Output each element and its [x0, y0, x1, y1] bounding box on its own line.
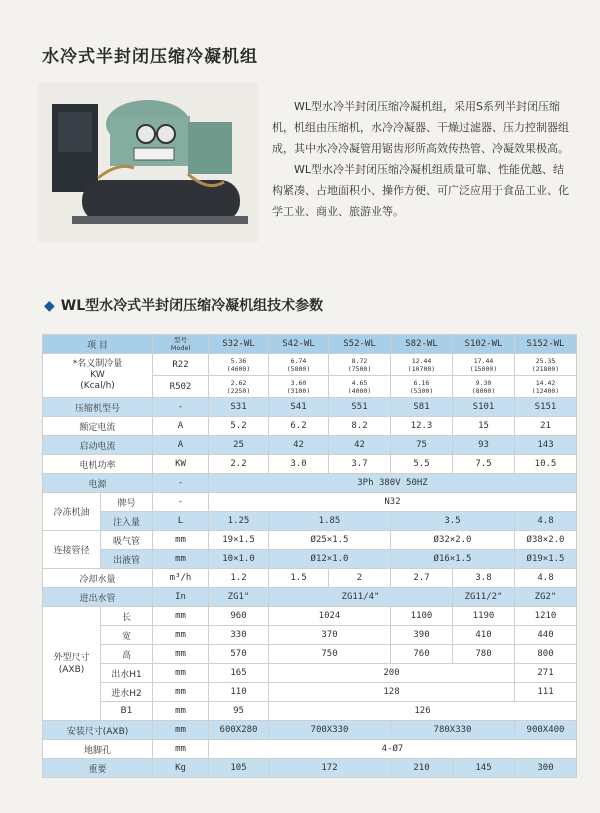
table-cell: Ø19×1.5	[515, 550, 577, 569]
intro-paragraph: WL型水冷半封闭压缩冷凝机组质量可靠、性能优越、结构紧凑、占地面积小、操作方便、可广泛应用于食品工业、化学工业、商业、旅游业等。	[272, 163, 569, 218]
table-cell: 700X330	[269, 721, 391, 740]
table-cell: S101	[453, 398, 515, 417]
capacity-cell: 9.30 (8000)	[453, 376, 515, 398]
table-cell: ZG11/2"	[453, 588, 515, 607]
unit-cell: mm	[153, 664, 209, 683]
unit-cell: mm	[153, 740, 209, 759]
table-cell: 172	[269, 759, 391, 778]
row-label: 安装尺寸(AXB)	[43, 721, 153, 740]
table-row	[43, 607, 577, 626]
table-cell: 2.2	[209, 455, 269, 474]
row-group-label: 连接管径	[43, 531, 101, 569]
capacity-label: *名义制冷量 KW (Kcal/h)	[43, 354, 153, 398]
table-cell: 3.7	[329, 455, 391, 474]
table-row	[43, 354, 577, 376]
row-group-label: 冷冻机油	[43, 493, 101, 531]
table-cell: 25	[209, 436, 269, 455]
intro-paragraph: WL型水冷半封闭压缩冷凝机组，采用S系列半封闭压缩机，机组由压缩机，水冷冷凝器、干燥过滤器、压力控制器组成，其中水冷冷凝管用锯齿形所高效传热管、冷凝效果极高。	[272, 100, 569, 155]
row-label: 电源	[43, 474, 153, 493]
table-cell: 271	[515, 664, 577, 683]
table-row	[43, 531, 577, 550]
section-heading-text: WL型水冷式半封闭压缩冷凝机组技术参数	[60, 298, 324, 314]
capacity-cell: 25.35 (21800)	[515, 354, 577, 376]
model-cell: S152-WL	[515, 335, 577, 354]
table-cell: 110	[209, 683, 269, 702]
table-cell: 143	[515, 436, 577, 455]
table-cell: 111	[515, 683, 577, 702]
table-cell: 5.5	[391, 455, 453, 474]
model-cell: S32-WL	[209, 335, 269, 354]
row-label: 高	[101, 645, 153, 664]
row-label: 牌号	[101, 493, 153, 512]
table-cell: 10×1.0	[209, 550, 269, 569]
table-cell: 42	[269, 436, 329, 455]
spec-table	[42, 334, 577, 778]
section-heading	[44, 295, 323, 315]
table-cell: 210	[391, 759, 453, 778]
table-row	[43, 683, 577, 702]
table-row	[43, 569, 577, 588]
table-cell: 1100	[391, 607, 453, 626]
unit-cell: mm	[153, 626, 209, 645]
refrigerant-r502: R502	[153, 376, 209, 398]
table-cell: S51	[329, 398, 391, 417]
table-cell: 440	[515, 626, 577, 645]
table-cell: 3Ph 380V 50HZ	[209, 474, 577, 493]
table-cell: 93	[453, 436, 515, 455]
table-cell: 410	[453, 626, 515, 645]
row-label: 出液管	[101, 550, 153, 569]
table-row	[43, 626, 577, 645]
table-cell: 1190	[453, 607, 515, 626]
table-cell: ZG2"	[515, 588, 577, 607]
condensing-unit-photo	[38, 82, 258, 242]
row-label: 吸气管	[101, 531, 153, 550]
table-cell: 95	[209, 702, 269, 721]
row-label: 启动电流	[43, 436, 153, 455]
row-label: 额定电流	[43, 417, 153, 436]
table-cell: 900X400	[515, 721, 577, 740]
table-cell: ZG1"	[209, 588, 269, 607]
table-row	[43, 436, 577, 455]
capacity-cell: 4.65 (4000)	[329, 376, 391, 398]
table-cell: 145	[453, 759, 515, 778]
row-label: 冷却水量	[43, 569, 153, 588]
model-cell: S102-WL	[453, 335, 515, 354]
header-model: 型号 Model	[153, 335, 209, 354]
table-cell: 1.5	[269, 569, 329, 588]
table-cell: 6.2	[269, 417, 329, 436]
table-cell: 300	[515, 759, 577, 778]
page-title: 水冷式半封闭压缩冷凝机组	[42, 47, 258, 67]
table-cell: N32	[209, 493, 577, 512]
table-row	[43, 455, 577, 474]
model-cell: S42-WL	[269, 335, 329, 354]
table-row	[43, 550, 577, 569]
unit-cell: In	[153, 588, 209, 607]
table-row	[43, 588, 577, 607]
capacity-cell: 6.74 (5800)	[269, 354, 329, 376]
table-cell: 200	[269, 664, 515, 683]
table-cell: 10.5	[515, 455, 577, 474]
unit-cell: mm	[153, 702, 209, 721]
table-cell: 1024	[269, 607, 391, 626]
table-cell: 3.5	[391, 512, 515, 531]
table-cell: 4-Ø7	[209, 740, 577, 759]
table-row	[43, 702, 577, 721]
table-cell: 105	[209, 759, 269, 778]
intro-text	[272, 96, 572, 222]
table-row	[43, 474, 577, 493]
capacity-cell: 8.72 (7500)	[329, 354, 391, 376]
table-row	[43, 740, 577, 759]
capacity-cell: 17.44 (15000)	[453, 354, 515, 376]
unit-cell: mm	[153, 683, 209, 702]
unit-cell: m³/h	[153, 569, 209, 588]
table-cell: 3.0	[269, 455, 329, 474]
table-cell: 750	[269, 645, 391, 664]
table-cell: 15	[453, 417, 515, 436]
row-group-label: 外型尺寸 (AXB)	[43, 607, 101, 721]
row-label: 进出水管	[43, 588, 153, 607]
table-cell: 42	[329, 436, 391, 455]
table-cell: Ø32×2.0	[391, 531, 515, 550]
table-row	[43, 398, 577, 417]
table-cell: 2.7	[391, 569, 453, 588]
table-cell: 1210	[515, 607, 577, 626]
unit-cell: A	[153, 417, 209, 436]
row-label: 宽	[101, 626, 153, 645]
table-cell: 1.2	[209, 569, 269, 588]
table-cell: 780X330	[391, 721, 515, 740]
unit-cell: mm	[153, 531, 209, 550]
unit-cell: Kg	[153, 759, 209, 778]
table-cell: Ø38×2.0	[515, 531, 577, 550]
table-cell: 800	[515, 645, 577, 664]
row-label: 长	[101, 607, 153, 626]
table-cell: 12.3	[391, 417, 453, 436]
table-cell: S31	[209, 398, 269, 417]
table-cell: 7.5	[453, 455, 515, 474]
table-cell: 1.85	[269, 512, 391, 531]
table-row	[43, 493, 577, 512]
unit-cell: -	[153, 474, 209, 493]
capacity-cell: 3.60 (3100)	[269, 376, 329, 398]
table-cell: 5.2	[209, 417, 269, 436]
table-row	[43, 512, 577, 531]
table-cell: 3.8	[453, 569, 515, 588]
table-cell: 8.2	[329, 417, 391, 436]
table-cell: 390	[391, 626, 453, 645]
table-cell: 600X280	[209, 721, 269, 740]
table-cell: 126	[269, 702, 577, 721]
table-cell: 330	[209, 626, 269, 645]
table-cell: 370	[269, 626, 391, 645]
row-label: 压缩机型号	[43, 398, 153, 417]
unit-cell: mm	[153, 550, 209, 569]
unit-cell: -	[153, 398, 209, 417]
table-cell: 21	[515, 417, 577, 436]
model-cell: S52-WL	[329, 335, 391, 354]
table-row	[43, 759, 577, 778]
capacity-cell: 2.62 (2250)	[209, 376, 269, 398]
unit-cell: A	[153, 436, 209, 455]
header-item: 项 目	[43, 335, 153, 354]
table-cell: 1.25	[209, 512, 269, 531]
table-cell: 2	[329, 569, 391, 588]
table-cell: 760	[391, 645, 453, 664]
table-cell: 75	[391, 436, 453, 455]
unit-cell: mm	[153, 721, 209, 740]
table-cell: 4.8	[515, 512, 577, 531]
table-header-row	[43, 335, 577, 354]
table-cell: 165	[209, 664, 269, 683]
table-cell: 960	[209, 607, 269, 626]
row-label: 出水H1	[101, 664, 153, 683]
table-cell: 19×1.5	[209, 531, 269, 550]
row-label: 注入量	[101, 512, 153, 531]
unit-cell: -	[153, 493, 209, 512]
row-label: 重要	[43, 759, 153, 778]
capacity-cell: 6.16 (5300)	[391, 376, 453, 398]
table-cell: S81	[391, 398, 453, 417]
table-cell: Ø25×1.5	[269, 531, 391, 550]
table-row	[43, 664, 577, 683]
table-row	[43, 721, 577, 740]
capacity-cell: 12.44 (10700)	[391, 354, 453, 376]
unit-cell: KW	[153, 455, 209, 474]
table-cell: ZG11/4"	[269, 588, 453, 607]
table-cell: 570	[209, 645, 269, 664]
table-cell: S41	[269, 398, 329, 417]
capacity-cell: 14.42 (12400)	[515, 376, 577, 398]
table-row	[43, 645, 577, 664]
table-cell: S151	[515, 398, 577, 417]
model-cell: S82-WL	[391, 335, 453, 354]
unit-cell: mm	[153, 607, 209, 626]
unit-cell: mm	[153, 645, 209, 664]
table-cell: Ø16×1.5	[391, 550, 515, 569]
diamond-icon: ◆	[44, 298, 55, 314]
table-cell: Ø12×1.0	[269, 550, 391, 569]
row-label: 进水H2	[101, 683, 153, 702]
refrigerant-r22: R22	[153, 354, 209, 376]
row-label: 地脚孔	[43, 740, 153, 759]
table-row	[43, 417, 577, 436]
row-label: B1	[101, 702, 153, 721]
unit-cell: L	[153, 512, 209, 531]
table-cell: 4.8	[515, 569, 577, 588]
capacity-cell: 5.36 (4600)	[209, 354, 269, 376]
table-cell: 128	[269, 683, 515, 702]
table-cell: 780	[453, 645, 515, 664]
row-label: 电机功率	[43, 455, 153, 474]
